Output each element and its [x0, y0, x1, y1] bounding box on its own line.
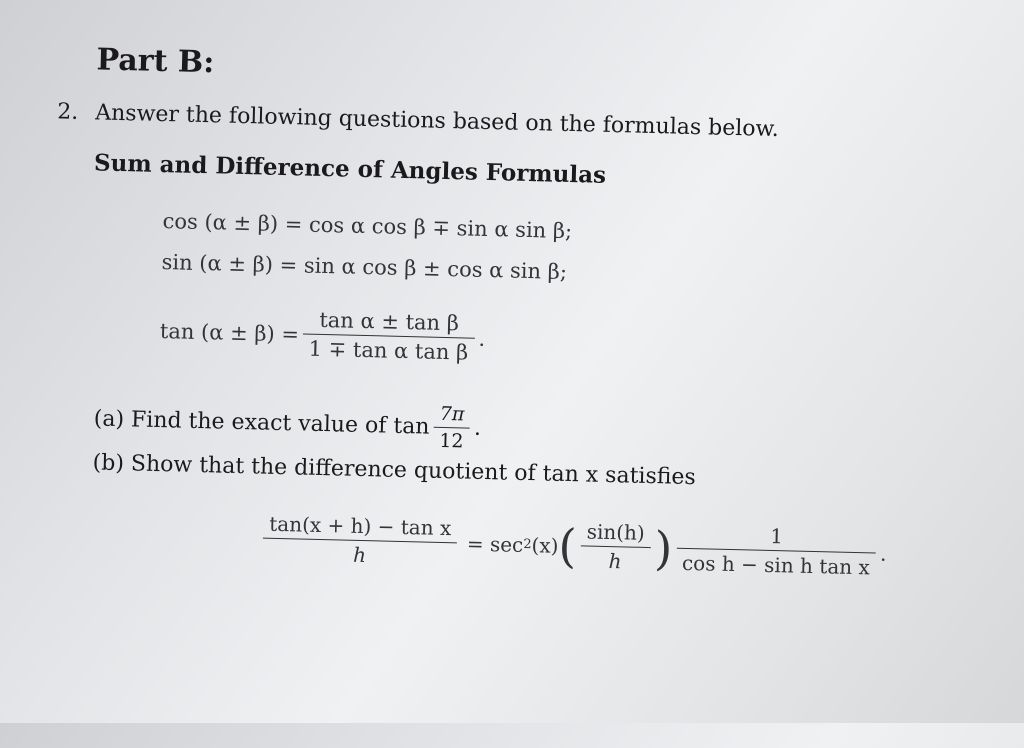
part-a-denominator: 12 — [439, 429, 464, 453]
tan-formula — [159, 304, 486, 365]
question-number: 2. — [56, 99, 79, 125]
right-paren: ) — [653, 520, 674, 576]
fraction-bar — [433, 427, 470, 429]
tan-formula-fraction — [302, 308, 475, 365]
formulas-heading: Sum and Difference of Angles Formulas — [93, 149, 607, 189]
tan-formula-lhs: tan (α ± β) = — [159, 318, 300, 346]
sec-exponent: 2 — [523, 536, 532, 553]
inner-denominator: h — [608, 549, 622, 574]
part-a — [93, 394, 481, 452]
sin-formula-lhs: sin (α ± β) = — [161, 250, 305, 278]
rhs-denominator: cos h − sin h tan x — [681, 550, 871, 580]
fraction-bar — [580, 545, 650, 548]
question-text: Answer the following questions based on the formulas below. — [94, 100, 780, 143]
rhs-numerator: 1 — [769, 523, 784, 549]
lhs-fraction — [262, 512, 457, 570]
rhs-fraction — [676, 522, 877, 580]
inner-numerator: sin(h) — [586, 519, 646, 545]
part-a-end: . — [473, 415, 482, 441]
cos-formula-lhs: cos (α ± β) = — [162, 209, 310, 237]
left-paren: ( — [557, 518, 578, 573]
part-a-numerator: 7π — [439, 402, 465, 426]
lhs-numerator: tan(x + h) − tan x — [268, 511, 452, 541]
part-a-fraction — [433, 403, 471, 453]
sin-formula — [161, 250, 567, 284]
sin-formula-rhs: sin α cos β ± cos α sin β; — [303, 253, 568, 284]
tan-formula-denominator: 1 ∓ tan α tan β — [308, 336, 469, 365]
cos-formula — [162, 209, 572, 243]
tan-formula-end: . — [478, 326, 486, 351]
cos-formula-rhs: cos α cos β ∓ sin α sin β; — [308, 212, 573, 244]
difference-quotient-equation — [258, 511, 887, 579]
sec-argument: (x) — [531, 532, 559, 558]
equals-sec: = sec — [466, 531, 524, 557]
part-b-text: (b) Show that the difference quotient of tan x satisfies — [92, 450, 697, 491]
tan-formula-numerator: tan α ± tan β — [319, 307, 460, 336]
lhs-denominator: h — [352, 542, 367, 568]
part-a-text: (a) Find the exact value of tan — [93, 406, 430, 440]
inner-fraction — [580, 519, 651, 574]
equation-end: . — [879, 541, 887, 566]
part-title: Part B: — [96, 42, 215, 81]
question-line — [57, 99, 779, 142]
